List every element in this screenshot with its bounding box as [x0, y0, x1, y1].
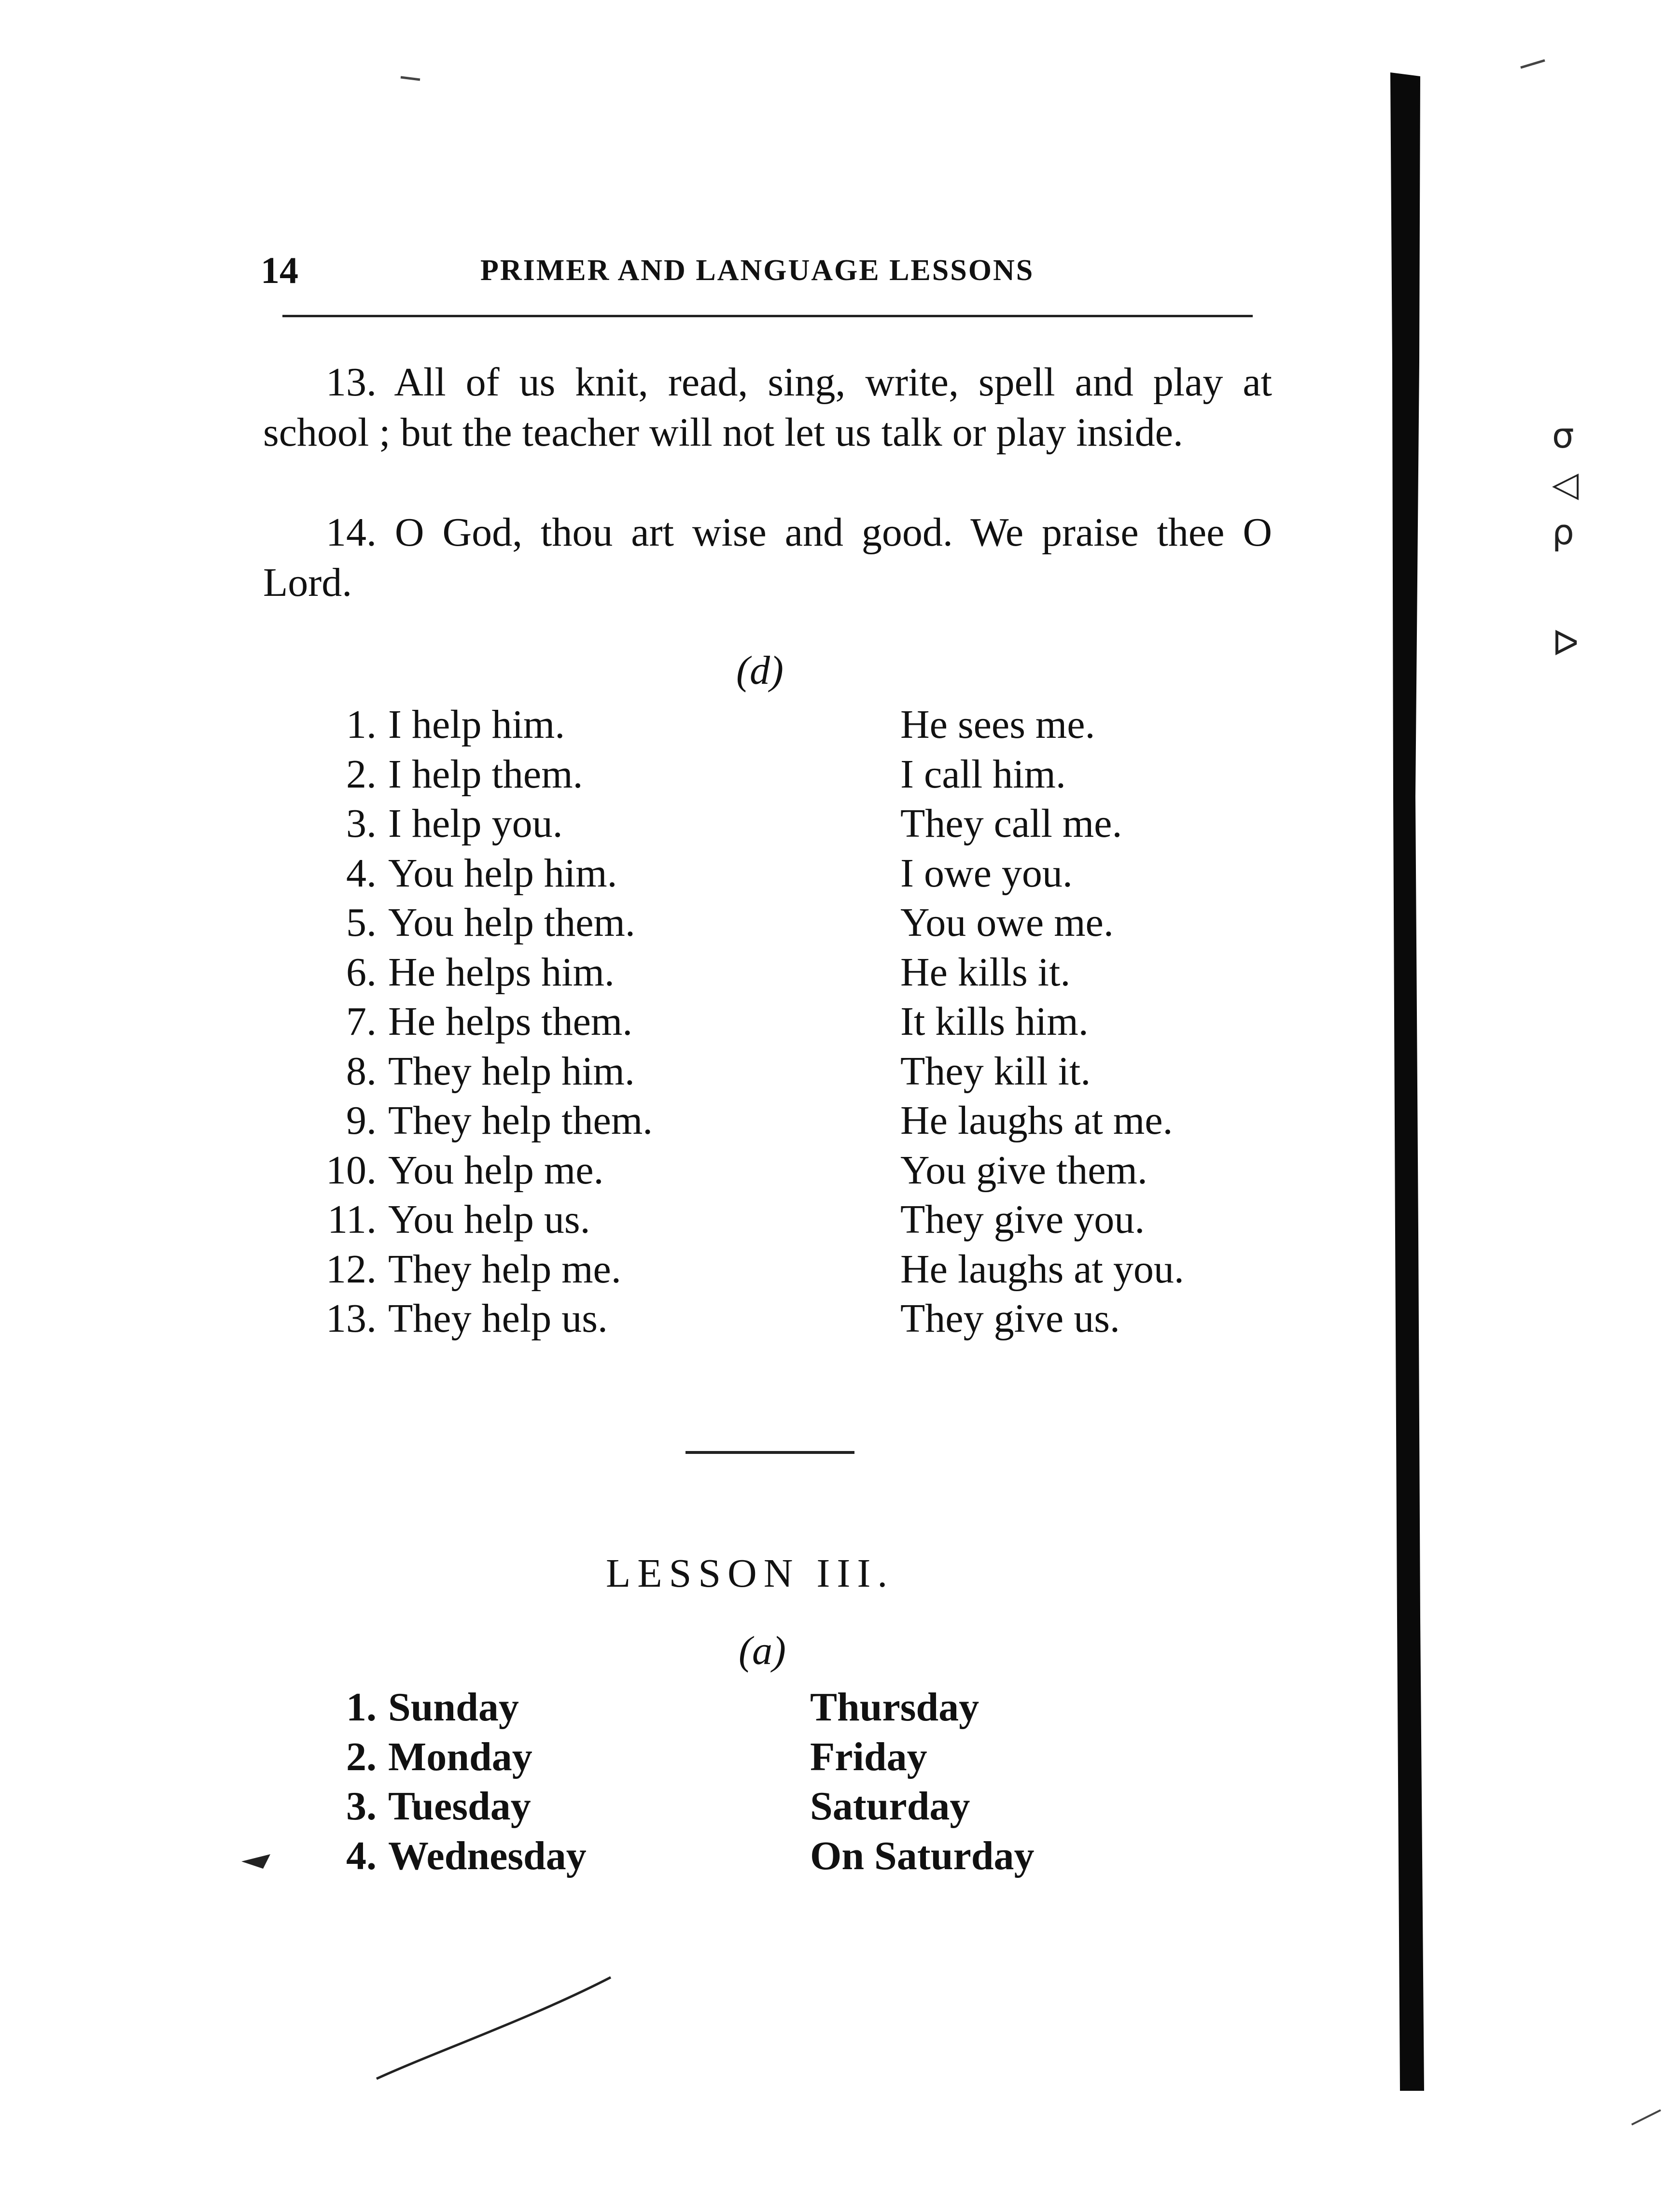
- list-item: I call him.: [900, 751, 1066, 797]
- section-d-label: (d): [736, 648, 784, 693]
- item-text: They help him.: [388, 1048, 635, 1094]
- list-item: You give them.: [900, 1147, 1147, 1193]
- item-number: 10.: [326, 1147, 377, 1193]
- list-item: You owe me.: [900, 900, 1114, 945]
- margin-glyph: σ: [1552, 415, 1574, 456]
- item-text: You help him.: [388, 850, 617, 896]
- item-text: They help me.: [388, 1246, 621, 1292]
- item-number: 13.: [326, 1296, 377, 1341]
- item-number: 8.: [346, 1048, 377, 1094]
- item-number: 7.: [346, 999, 377, 1044]
- item-number: 1.: [346, 1685, 377, 1730]
- list-item: Friday: [810, 1734, 927, 1779]
- item-number: 4.: [346, 1833, 377, 1878]
- item-text: You help them.: [388, 900, 635, 945]
- item-text: He helps him.: [388, 949, 615, 995]
- item-number: 3.: [346, 1784, 377, 1829]
- item-text: They help us.: [388, 1296, 608, 1341]
- list-item: It kills him.: [900, 999, 1089, 1044]
- item-text: Sunday: [388, 1685, 519, 1730]
- list-item: He kills it.: [900, 949, 1071, 995]
- item-text: I help him.: [388, 702, 565, 747]
- item-number: 4.: [346, 850, 377, 896]
- item-text: He helps them.: [388, 999, 633, 1044]
- list-item: On Saturday: [810, 1833, 1035, 1878]
- list-item: They give us.: [900, 1296, 1120, 1341]
- item-text: Tuesday: [388, 1784, 531, 1829]
- margin-glyph: ρ: [1552, 512, 1574, 552]
- item-number: 6.: [346, 949, 377, 995]
- list-item: Thursday: [810, 1685, 979, 1730]
- list-item: They give you.: [900, 1197, 1145, 1242]
- list-item: He laughs at me.: [900, 1098, 1173, 1143]
- list-item: Saturday: [810, 1784, 970, 1829]
- item-number: 11.: [327, 1197, 377, 1242]
- running-head: PRIMER AND LANGUAGE LESSONS: [480, 254, 1035, 287]
- list-item: He sees me.: [900, 702, 1095, 747]
- paragraph-13-text: 13. All of us knit, read, sing, write, spell and play at school ; but the teacher will not let us talk or play inside.: [263, 360, 1272, 455]
- section-a-label: (a): [739, 1628, 786, 1673]
- item-text: You help us.: [388, 1197, 590, 1242]
- item-text: You help me.: [388, 1147, 604, 1193]
- item-number: 5.: [346, 900, 377, 945]
- paragraph-14-text: 14. O God, thou art wise and good. We praise thee O Lord.: [263, 510, 1272, 605]
- list-item: They call me.: [900, 801, 1122, 846]
- item-text: Monday: [388, 1734, 532, 1779]
- margin-glyph: ◁: [1552, 464, 1579, 504]
- item-number: 9.: [346, 1098, 377, 1143]
- item-text: I help you.: [388, 801, 563, 846]
- item-number: 3.: [346, 801, 377, 846]
- item-number: 2.: [346, 1734, 377, 1779]
- list-item: He laughs at you.: [900, 1246, 1184, 1292]
- item-number: 2.: [346, 751, 377, 797]
- page-number: 14: [261, 249, 298, 291]
- margin-glyph: ᐅ: [1552, 623, 1579, 663]
- item-text: I help them.: [388, 751, 583, 797]
- item-number: 1.: [346, 702, 377, 747]
- item-text: Wednesday: [388, 1833, 587, 1878]
- list-item: They kill it.: [900, 1048, 1091, 1094]
- item-text: They help them.: [388, 1098, 653, 1143]
- item-number: 12.: [326, 1246, 377, 1292]
- list-item: I owe you.: [900, 850, 1073, 896]
- lesson-heading: LESSON III.: [606, 1551, 895, 1596]
